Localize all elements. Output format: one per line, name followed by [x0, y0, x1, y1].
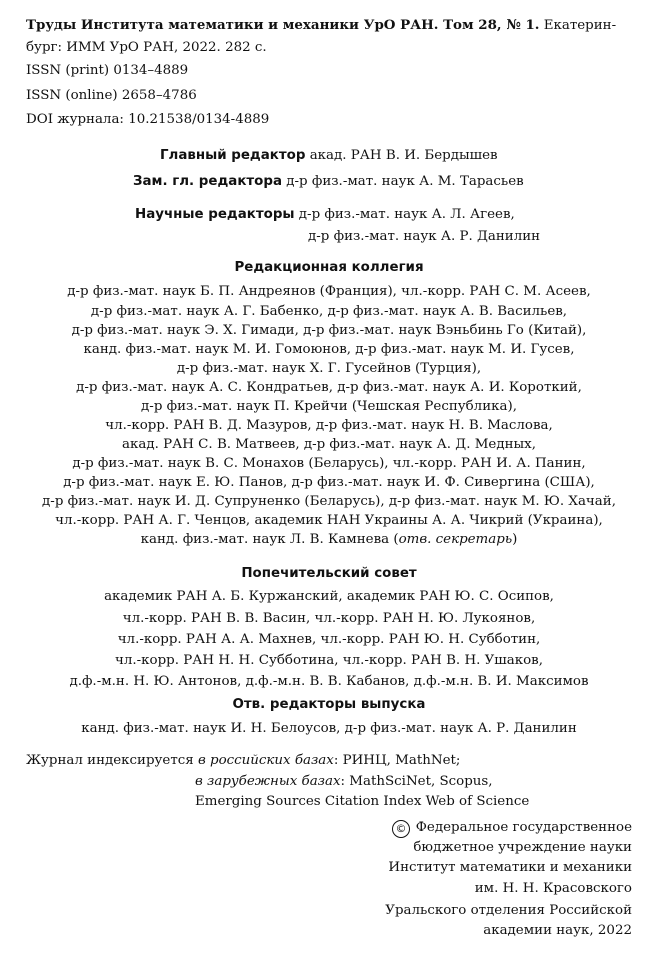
board-line: д-р физ.-мат. наук Б. П. Андреянов (Франция), чл.-корр. РАН С. М. Асеев,: [67, 284, 591, 299]
secretary-name: канд. физ.-мат. наук Л. В. Камнева (: [140, 532, 399, 547]
trustees-line: д.ф.-м.н. Н. Ю. Антонов, д.ф.-м.н. В. В. Кабанов, д.ф.-м.н. В. И. Максимов: [69, 674, 589, 689]
board-line: чл.-корр. РАН А. Г. Ченцов, академик НАН Украины А. А. Чикрий (Украина),: [55, 513, 603, 528]
trustees-line: чл.-корр. РАН Н. Н. Субботина, чл.-корр. РАН В. Н. Ушаков,: [115, 653, 543, 668]
issue-editors-line: канд. физ.-мат. наук И. Н. Белоусов, д-р физ.-мат. наук А. Р. Данилин: [81, 721, 577, 736]
board-line: д-р физ.-мат. наук Х. Г. Гусейнов (Турция),: [176, 361, 482, 376]
trustees-line: чл.-корр. РАН А. А. Махнев, чл.-корр. РАН Ю. Н. Субботин,: [117, 632, 541, 647]
board-line: д-р физ.-мат. наук Э. Х. Гимади, д-р физ.-мат. наук Вэньбинь Го (Китай),: [71, 323, 587, 338]
board-secretary-line: [0, 531, 658, 549]
board-line: д-р физ.-мат. наук А. Г. Бабенко, д-р физ.-мат. наук А. В. Васильев,: [90, 304, 568, 319]
journal-city-part: Екатерин-: [543, 18, 617, 33]
indexing-intl-label: в зарубежных базах: [195, 774, 341, 789]
issn-online: ISSN (online) 2658–4786: [26, 88, 197, 103]
board-line: акад. РАН С. В. Матвеев, д-р физ.-мат. наук А. Д. Медных,: [122, 437, 536, 452]
copyright-line: им. Н. Н. Красовского: [474, 881, 632, 896]
indexing-line-1: [26, 752, 460, 770]
journal-title-line: [26, 16, 616, 35]
secretary-close: ): [512, 532, 518, 547]
board-title: Редакционная коллегия: [234, 260, 424, 275]
indexing-ru-label: в российских базах: [197, 753, 334, 768]
trustees-title: Попечительский совет: [241, 566, 417, 581]
copyright-icon: ©: [392, 820, 410, 838]
journal-doi: DOI журнала: 10.21538/0134-4889: [26, 112, 270, 127]
science-editors-value-1: д-р физ.-мат. наук А. Л. Агеев,: [298, 207, 515, 222]
indexing-prefix: Журнал индексируется: [26, 753, 198, 768]
board-line: д-р физ.-мат. наук Е. Ю. Панов, д-р физ.-мат. наук И. Ф. Сивергина (США),: [63, 475, 595, 490]
indexing-line-2: [195, 773, 493, 791]
trustees-line: чл.-корр. РАН В. В. Васин, чл.-корр. РАН Н. Ю. Лукоянов,: [122, 611, 536, 626]
board-line: д-р физ.-мат. наук П. Крейчи (Чешская Республика),: [141, 399, 517, 414]
board-line: д-р физ.-мат. наук В. С. Монахов (Беларусь), чл.-корр. РАН И. А. Панин,: [72, 456, 586, 471]
publisher-line: бург: ИММ УрО РАН, 2022. 282 с.: [26, 40, 267, 55]
board-line: чл.-корр. РАН В. Д. Мазуров, д-р физ.-мат. наук Н. В. Маслова,: [105, 418, 553, 433]
chief-editor-row: [160, 147, 498, 165]
journal-title: Труды Института математики и механики УрО РАН. Том 28, № 1.: [26, 17, 540, 33]
issue-editors-title: Отв. редакторы выпуска: [232, 697, 426, 712]
deputy-editor-row: [133, 173, 524, 191]
deputy-editor-label: Зам. гл. редактора: [133, 174, 282, 189]
indexing-line-3: Emerging Sources Citation Index Web of Science: [195, 794, 530, 809]
science-editors-row: [135, 206, 515, 224]
copyright-line: академии наук, 2022: [483, 923, 632, 938]
board-line: д-р физ.-мат. наук А. С. Кондратьев, д-р физ.-мат. наук А. И. Короткий,: [76, 380, 582, 395]
board-line: д-р физ.-мат. наук И. Д. Супруненко (Беларусь), д-р физ.-мат. наук М. Ю. Хачай,: [42, 494, 616, 509]
indexing-ru-list: : РИНЦ, MathNet;: [333, 753, 461, 768]
board-line: канд. физ.-мат. наук М. И. Гомоюнов, д-р физ.-мат. наук М. И. Гусев,: [83, 342, 575, 357]
trustees-line: академик РАН А. Б. Куржанский, академик РАН Ю. С. Осипов,: [104, 589, 554, 604]
deputy-editor-value: д-р физ.-мат. наук А. М. Тарасьев: [286, 174, 524, 189]
secretary-role: отв. секретарь: [398, 532, 513, 547]
science-editors-value-2: д-р физ.-мат. наук А. Р. Данилин: [308, 229, 541, 244]
copyright-line: бюджетное учреждение науки: [413, 840, 632, 855]
science-editors-label: Научные редакторы: [135, 207, 295, 222]
copyright-line: Уральского отделения Российской: [385, 903, 632, 918]
chief-editor-label: Главный редактор: [160, 148, 306, 163]
chief-editor-value: акад. РАН В. И. Бердышев: [309, 148, 498, 163]
copyright-line: Институт математики и механики: [388, 860, 632, 875]
copyright-line: Федеральное государственное: [415, 820, 632, 835]
indexing-intl-list: : MathSciNet, Scopus,: [340, 774, 493, 789]
issn-print: ISSN (print) 0134–4889: [26, 63, 189, 78]
